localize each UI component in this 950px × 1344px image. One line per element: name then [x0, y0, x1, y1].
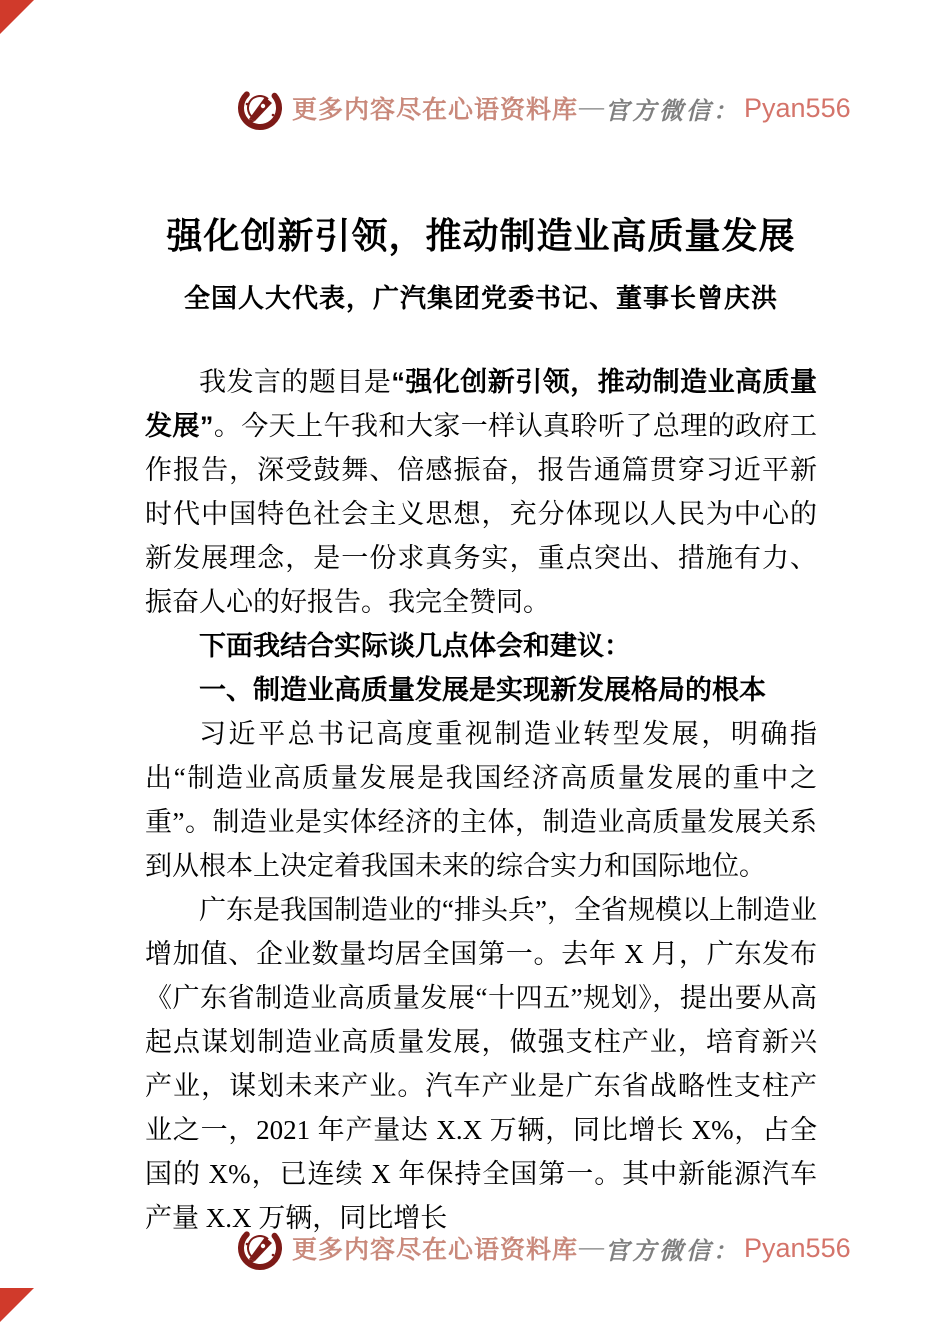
body-paragraph — [145, 888, 817, 1240]
watermark-channel-label: 官方微信： — [605, 1238, 741, 1265]
text-segment: 我发言的题目是 — [199, 367, 392, 397]
header-watermark — [236, 84, 851, 132]
watermark-separator: — — [579, 1234, 605, 1261]
bold-text-segment: 一、制造业高质量发展是实现新发展格局的根本 — [199, 675, 766, 705]
watermark-brand-text: 更多内容尽在心语资料库 — [292, 1237, 579, 1264]
watermark-brand-text: 更多内容尽在心语资料库 — [292, 97, 579, 124]
section-heading — [145, 668, 817, 712]
inkpen-logo-icon — [236, 84, 284, 132]
comment-anchor-marker-top — [0, 0, 34, 34]
footer-watermark — [236, 1224, 851, 1272]
bold-text-segment: “强化创新引领，推动制造业高质量发展” — [145, 367, 818, 441]
body-paragraph — [145, 712, 817, 888]
watermark-channel-label: 官方微信： — [605, 98, 741, 125]
watermark-separator: — — [579, 94, 605, 121]
document-title: 强化创新引领，推动制造业高质量发展 — [166, 215, 796, 256]
text-segment: 习近平总书记高度重视制造业转型发展，明确指出“制造业高质量发展是我国经济高质量发展的重中之重”。制造业是实体经济的主体，制造业高质量发展关系到从根本上决定着我国未来的综合实力和国际地位。 — [145, 719, 817, 881]
inkpen-logo-icon — [236, 1224, 284, 1272]
watermark-wechat-id: Pyan556 — [744, 92, 851, 123]
text-segment: 广东是我国制造业的“排头兵”，全省规模以上制造业增加值、企业数量均居全国第一。去年 X 月，广东发布《广东省制造业高质量发展“十四五”规划》，提出要从高起点谋划制造业高质量发展，做强支柱产业，培育新兴产业，谋划未来产业。汽车产业是广东省战略性支柱产业之一，2021 年产量达 X.X 万辆，同比增长 X%，占全国的 X%，已连续 X 年保持全国第一。其中新能源汽车产量 X.X 万辆，同比增长 — [145, 895, 817, 1233]
body-paragraph — [145, 360, 817, 624]
document-subtitle: 全国人大代表，广汽集团党委书记、董事长曾庆洪 — [183, 284, 778, 313]
section-heading — [145, 624, 817, 668]
document-body — [145, 360, 817, 1240]
text-segment: 。今天上午我和大家一样认真聆听了总理的政府工作报告，深受鼓舞、倍感振奋，报告通篇贯穿习近平新时代中国特色社会主义思想，充分体现以人民为中心的新发展理念，是一份求真务实，重点突出、措施有力、振奋人心的好报告。我完全赞同。 — [145, 411, 817, 617]
watermark-wechat-id: Pyan556 — [744, 1232, 851, 1263]
comment-anchor-marker-bottom — [0, 1288, 34, 1322]
bold-text-segment: 下面我结合实际谈几点体会和建议： — [199, 631, 631, 661]
